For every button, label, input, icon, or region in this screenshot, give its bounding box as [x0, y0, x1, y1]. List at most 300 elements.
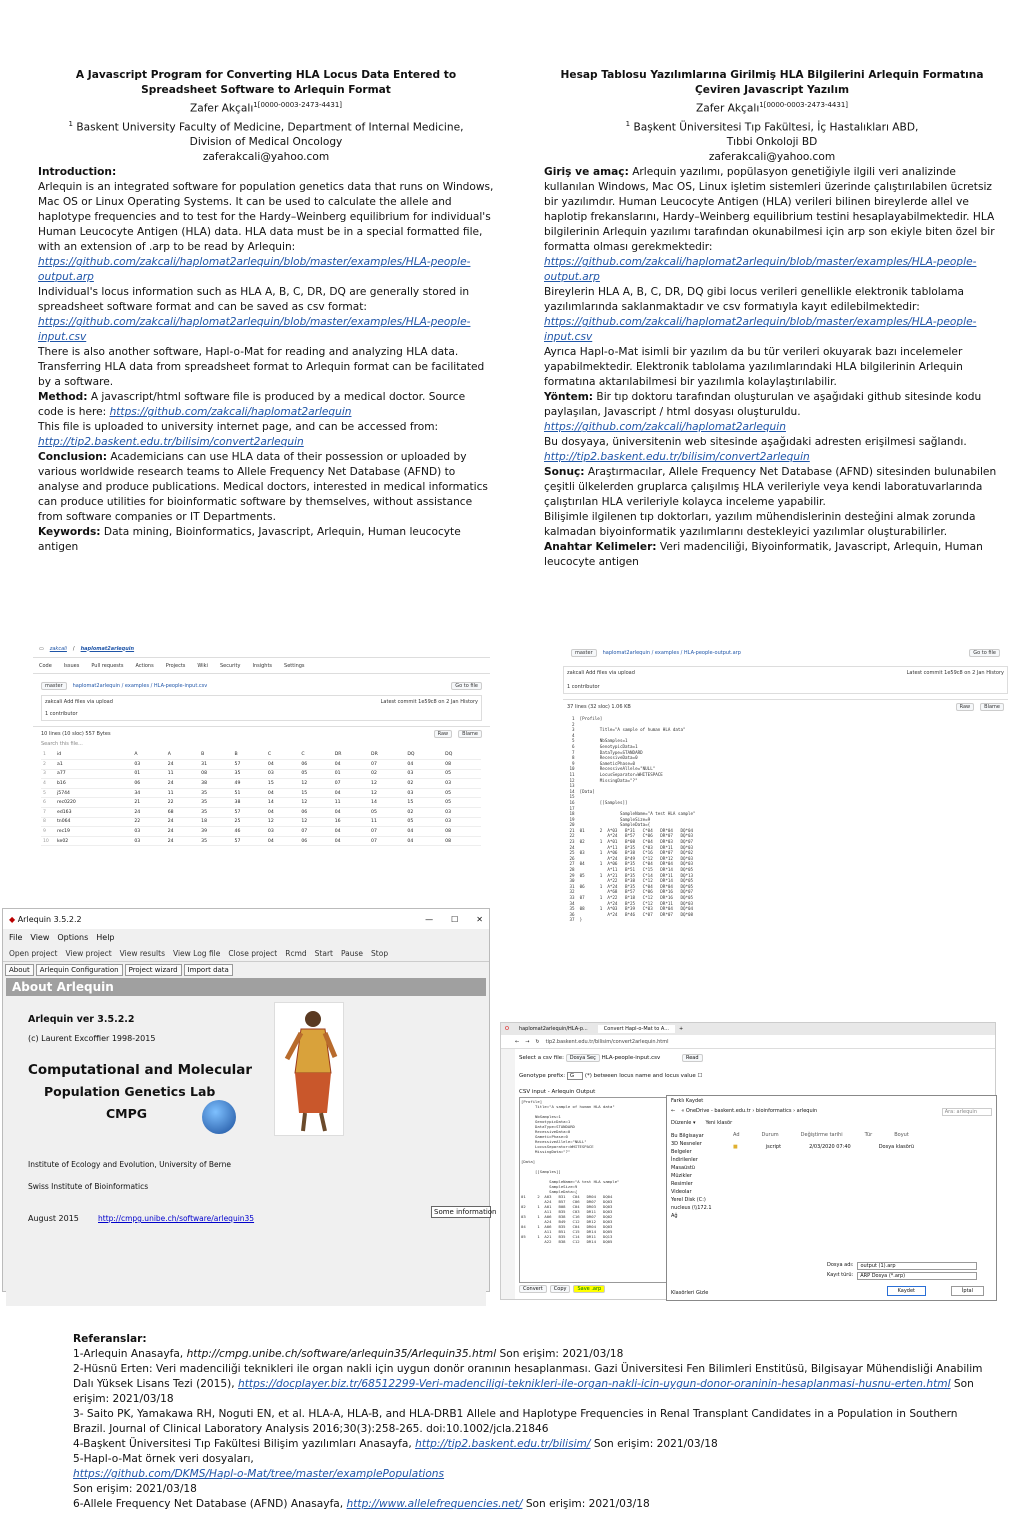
table-cell: 57: [233, 808, 266, 818]
dlg-name-input[interactable]: output (1).arp: [857, 1262, 977, 1270]
tr-source-link[interactable]: https://github.com/zakcali/haplomat2arlequin: [544, 421, 786, 434]
chosen-file: HLA-people-input.csv: [601, 1055, 661, 1061]
toolbar-start[interactable]: Start: [314, 949, 333, 958]
table-cell: 04: [333, 827, 369, 837]
sonuc-text: Araştırmacılar, Allele Frequency Net Database (AFND) sitesinden bulunabilen çeşitli ülkelerden gruplarca çalışılmış HLA verileriyle veya kendi laboratuvarlarında çalıştırılan HLA verileriyle kolayca inceleme yapabilir.: [544, 466, 997, 509]
arp-code: 1 [Profile] 2 3 Title="A sample of human HLA data" 4 5 NbSamples=1 6 GenotypicData=1 7 DataType=STANDARD 8 RecessiveData=0 9 GameticPhase=0 10 RecessiveAllele="NULL" 11 LocusSeparator=WHITESPACE 12 MissingData="?" 13 14 [Data] 15 16 [[Samples]] 17 18 SampleName="A test HLA sample" 19 SampleSize=9 20 SampleData={ 21 01 2 A*03 B*31 C*04 DR*04 DQ*04 22 A*24 B*57 C*06 DR*07 DQ*03 23 02 1 A*01 B*08 C*04 DR*03 DQ*07 24 A*11 B*35 C*03 DR*11 DQ*03 25 03 1 A*06 B*38 C*16 DR*07 DQ*02 26 A*24 B*49 C*12 DR*12 DQ*03 27 04 1 A*06 B*35 C*04 DR*04 DQ*03 28 A*11 B*51 C*15 DR*14 DQ*05 29 05 1 A*21 B*35 C*14 DR*11 DQ*13 30 A*22 B*38 C*12 DR*14 DQ*05 31 06 1 A*24 B*35 C*04 DR*04 DQ*05 32 A*68 B*57 C*06 DR*16 DQ*07 33 07 1 A*22 B*18 C*12 DR*16 DQ*05 34 A*24 B*25 C*12 DR*11 DQ*03 35 08 1 A*03 B*39 C*03 DR*04 DQ*04 36 A*24 B*46 C*07 DR*07 DQ*08 37 }: [569, 716, 696, 923]
repo-tab-code[interactable]: Code: [39, 662, 52, 669]
table-row: [41, 817, 481, 827]
table-row: [41, 808, 481, 818]
table-cell: 16: [333, 817, 369, 827]
dlg-cancel-button[interactable]: İptal: [951, 1286, 984, 1296]
menu-help[interactable]: Help: [96, 933, 115, 942]
web-link[interactable]: http://tip2.baskent.edu.tr/bilisim/convert2arlequin: [38, 436, 304, 449]
table-cell: 06: [299, 836, 332, 846]
haplomat-paragraph: There is also another software, Hapl-o-Mat for reading and analyzing HLA data. Transferring HLA data from spreadsheet format to Arlequin format can be facilitated by a software.: [38, 346, 485, 389]
toolbar-close-project[interactable]: Close project: [228, 949, 278, 958]
table-cell: 05: [405, 817, 443, 827]
table-cell: tn064: [55, 817, 132, 827]
turkish-header: [544, 68, 1000, 165]
repo-icon: ▭: [39, 645, 44, 652]
table-cell: 3: [41, 769, 55, 779]
table-cell: 35: [199, 788, 232, 798]
arlequin-window-title: Arlequin 3.5.2.2: [17, 914, 82, 924]
about-header: About Arlequin: [6, 978, 486, 996]
turkish-affiliation-2: Tıbbi Onkoloji BD: [726, 136, 818, 149]
browser-tabbar: [501, 1023, 995, 1035]
table-cell: 05: [443, 798, 481, 808]
ref6-link[interactable]: http://www.allelefrequencies.net/: [346, 1498, 523, 1510]
save-arp-button[interactable]: Save .arp: [573, 1285, 605, 1293]
table-cell: 06: [299, 760, 332, 770]
tr-arp-link[interactable]: https://github.com/zakcali/haplomat2arlequin/blob/master/examples/HLA-people-output.arp: [544, 256, 977, 284]
dlg-column-header[interactable]: Boyut: [894, 1132, 909, 1138]
blame-button[interactable]: Blame: [458, 730, 482, 738]
repo-tab-projects[interactable]: Projects: [165, 662, 186, 669]
table-row: [41, 827, 481, 837]
toolbar-view-results[interactable]: View results: [119, 949, 165, 958]
arlequin-tabs: [3, 962, 489, 978]
yontem-label: Yöntem:: [544, 391, 594, 404]
table-cell: 04: [333, 788, 369, 798]
references-heading: Referanslar:: [73, 1333, 147, 1345]
table-row: [41, 798, 481, 808]
dlg-type-label: Kayıt türü:: [827, 1272, 854, 1278]
table-cell: 35: [199, 836, 232, 846]
dlg-search[interactable]: Ara: arlequin: [942, 1108, 992, 1116]
browser-sidebar: [501, 1049, 515, 1299]
reference-5-access: Son erişim: 2021/03/18: [73, 1483, 197, 1495]
repo-tab-pull-requests[interactable]: Pull requests: [91, 662, 124, 669]
arlequin-url[interactable]: http://cmpg.unibe.ch/software/arlequin35: [98, 1214, 255, 1223]
table-cell: 04: [405, 836, 443, 846]
some-information-button[interactable]: Some information: [431, 1206, 491, 1218]
toolbar-pause[interactable]: Pause: [340, 949, 364, 958]
method-label: Method:: [38, 391, 88, 404]
table-cell: B: [233, 750, 266, 760]
menu-view[interactable]: View: [30, 933, 50, 942]
giris-label: Giriş ve amaç:: [544, 166, 629, 179]
action-buttons: [519, 1285, 605, 1293]
commit-box: [41, 695, 482, 721]
table-cell: 1: [41, 750, 55, 760]
dlg-type-row: [827, 1272, 977, 1280]
table-cell: 11: [333, 798, 369, 808]
dlg-column-header[interactable]: Ad: [733, 1132, 740, 1138]
table-row: [41, 750, 481, 760]
table-cell: 03: [443, 808, 481, 818]
reference-2: 2-Hüsnü Erten: Veri madenciliği teknikleri ile organ nakli için uygun donör oranının hesaplanması. Gazi Üniversitesi Fen Bilimleri Enstitüsü, Bilgisayar Mühendisliği Anabilim Dalı Yüksek Lisans Tezi (2015), https://docplayer.biz.tr/68512299-Veri-madenciligi-teknikleri-ile-organ-nakli-icin-uygun-donor-oraninin-hesaplanmasi-husnu-erten.html Son erişim: 2021/03/18: [73, 1363, 983, 1405]
folder-icon: ■: [733, 1144, 738, 1150]
save-dialog-pathrow: [667, 1106, 996, 1118]
dlg-nav-item[interactable]: Ağ: [671, 1213, 678, 1219]
table-cell: 8: [41, 817, 55, 827]
table-cell: 04: [266, 788, 299, 798]
dlg-hide-folders[interactable]: Klasörleri Gizle: [671, 1290, 709, 1296]
dlg-nav-item[interactable]: Yerel Disk (C:): [671, 1197, 706, 1203]
table-cell: 02: [369, 769, 405, 779]
prefix-label: Genotype prefix:: [519, 1073, 566, 1079]
table-cell: 35: [199, 798, 232, 808]
arp-contributors: 1 contributor: [567, 684, 600, 690]
ref5-link[interactable]: https://github.com/DKMS/Hapl-o-Mat/tree/master/examplePopulations: [73, 1468, 445, 1480]
repo-tabs: [33, 658, 490, 674]
arp-commit-message: zakcali Add files via upload: [567, 670, 635, 676]
repo-header: ▭ zakcali / haplomat2arlequin: [33, 640, 490, 658]
ref4-link[interactable]: http://tip2.baskent.edu.tr/bilisim/: [415, 1438, 591, 1450]
table-cell: 04: [266, 808, 299, 818]
table-cell: B: [199, 750, 232, 760]
table-cell: 15: [299, 788, 332, 798]
table-cell: 02: [405, 808, 443, 818]
repo-tab-issues[interactable]: Issues: [63, 662, 80, 669]
table-cell: 15: [266, 779, 299, 789]
arp-branch-selector[interactable]: master: [571, 649, 597, 657]
select-csv-label: Select a csv file:: [519, 1055, 564, 1061]
turkish-email: zaferakcali@yahoo.com: [708, 151, 836, 164]
dlg-nav-item[interactable]: Masaüstü: [671, 1165, 695, 1171]
table-cell: DQ: [405, 750, 443, 760]
table-cell: 03: [405, 769, 443, 779]
table-cell: 51: [233, 788, 266, 798]
table-cell: 03: [443, 779, 481, 789]
english-affiliation-2: Division of Medical Oncology: [189, 136, 343, 149]
copy-button[interactable]: Copy: [550, 1285, 571, 1293]
dlg-nav-item[interactable]: Resimler: [671, 1181, 693, 1187]
read-button[interactable]: Read: [682, 1054, 703, 1062]
browser-screenshot: [500, 1022, 996, 1300]
ref1-link[interactable]: http://cmpg.unibe.ch/software/arlequin35/Arlequin35.html: [186, 1348, 497, 1360]
table-cell: 24: [166, 760, 199, 770]
arlequin-app-icon: ◆: [9, 914, 16, 924]
toolbar-stop[interactable]: Stop: [371, 949, 389, 958]
table-cell: 07: [369, 760, 405, 770]
history-link[interactable]: History: [460, 699, 478, 705]
repo-tab-wiki[interactable]: Wiki: [197, 662, 208, 669]
file-path: haplomat2arlequin / examples / HLA-people-input.csv: [72, 683, 208, 689]
browser-tab-1[interactable]: haplomat2arlequin/HLA-p...: [518, 1026, 588, 1032]
table-cell: 06: [132, 779, 165, 789]
table-cell: 05: [443, 788, 481, 798]
csv-table: [41, 750, 481, 846]
table-cell: A: [132, 750, 165, 760]
dlg-save-button[interactable]: Kaydet: [887, 1286, 926, 1296]
sonuc-label: Sonuç:: [544, 466, 585, 479]
table-row: [41, 788, 481, 798]
dlg-organize[interactable]: Düzenle ▾: [671, 1120, 696, 1126]
table-cell: C: [299, 750, 332, 760]
choose-file-button[interactable]: Dosya Seç: [566, 1054, 600, 1062]
table-cell: 11: [369, 817, 405, 827]
table-row: [41, 836, 481, 846]
turkish-author: Zafer Akçalı$^{1[0000-0003-2473-4431]}$: [695, 101, 849, 115]
table-cell: 18: [199, 817, 232, 827]
table-cell: DR: [333, 750, 369, 760]
keywords-text: Data mining, Bioinformatics, Javascript, Arlequin, Human leucocyte antigen: [38, 526, 461, 554]
minimize-icon[interactable]: —: [425, 914, 434, 924]
table-cell: 01: [132, 769, 165, 779]
address-row: [501, 1035, 995, 1049]
tab-arlequin-configuration[interactable]: Arlequin Configuration: [36, 964, 123, 976]
arp-file-path: haplomat2arlequin / examples / HLA-people-output.arp: [602, 650, 741, 656]
references: [73, 1332, 993, 1512]
institute-2: Swiss Institute of Bioinformatics: [28, 1182, 149, 1191]
dlg-column-header[interactable]: Tür: [864, 1132, 873, 1138]
source-link[interactable]: https://github.com/zakcali/haplomat2arlequin: [109, 406, 352, 419]
dlg-nav-item[interactable]: Bu Bilgisayar: [671, 1133, 704, 1139]
dlg-nav-item[interactable]: nucleus (\\172.1: [671, 1205, 712, 1211]
close-icon[interactable]: ✕: [476, 914, 483, 924]
toolbar-rcmd[interactable]: Rcmd: [285, 949, 307, 958]
toolbar-view-project[interactable]: View project: [65, 949, 112, 958]
ref2-link[interactable]: https://docplayer.biz.tr/68512299-Veri-madenciligi-teknikleri-ile-organ-nakli-icin-uygun-donor-oraninin-hesaplanmasi-husnu-erten.html: [238, 1378, 951, 1390]
intro-text: Arlequin is an integrated software for population genetics data that runs on Windows, Mac OS or Linux Operating Systems. It can be used to calculate the allele and haplotype frequencies and to test for the Hardy–Weinberg equilibrium for individual's Human Leucocyte Antigen (HLA) data. HLA data must be in a special formatted file, with an extension of .arp to be read by Arlequin:: [38, 181, 494, 254]
tr-csv-link[interactable]: https://github.com/zakcali/haplomat2arlequin/blob/master/examples/HLA-people-input.csv: [544, 316, 977, 344]
table-cell: 57: [233, 760, 266, 770]
tr-haplomat-paragraph: Ayrıca Hapl-o-Mat isimli bir yazılım da bu tür verileri okuyarak bazı incelemeler yapabilmektedir. Elektronik tablolama yazılımlarındaki HLA bilgilerinin Arlequin formatına aktarılabilmesi bir yazılımla kolaylaştırılabilir.: [544, 346, 963, 389]
address-bar[interactable]: tip2.baskent.edu.tr/bilisim/convert2arlequin.html: [545, 1038, 669, 1045]
menu-file[interactable]: File: [9, 933, 23, 942]
convert-button[interactable]: Convert: [519, 1285, 547, 1293]
table-cell: 12: [299, 779, 332, 789]
table-cell: ke02: [55, 836, 132, 846]
arlequin-copyright: (c) Laurent Excoffier 1998-2015: [28, 1034, 156, 1043]
file-search[interactable]: Search this file...: [41, 741, 83, 747]
dlg-back-icon[interactable]: ←: [671, 1108, 676, 1114]
table-cell: 5: [41, 788, 55, 798]
arlequin-menubar: [3, 929, 489, 946]
table-cell: 12: [369, 779, 405, 789]
arp-history-link[interactable]: History: [986, 670, 1004, 676]
output-textarea[interactable]: [Profile] Title="A sample of human HLA data" NbSamples=1 GenotypicData=1 DataType=STANDARD RecessiveData=0 GameticPhase=0 RecessiveAllele="NULL" LocusSeparator=WHITESPACE MissingData="?" [Data] [[Samples]] SampleName="A test HLA sample" SampleSize=9 SampleData={ 01 2 A03 B31 C04 DR04 DQ04 A24 B57 C06 DR07 DQ03 02 1 A01 B08 C04 DR03 DQ03 A11 B35 C03 DR11 DQ03 03 1 A06 B38 C16 DR07 DQ02 A24 B49 C12 DR12 DQ03 04 1 A06 B35 C04 DR04 DQ03 A11 B51 C15 DR14 DQ05 05 1 A21 B35 C14 DR11 DQ13 A22 B38 C12 DR14 DQ05: [519, 1097, 667, 1283]
table-cell: 68: [166, 808, 199, 818]
repo-tab-settings[interactable]: Settings: [284, 662, 305, 669]
table-cell: DR: [369, 750, 405, 760]
dlg-nav-item[interactable]: Belgeler: [671, 1149, 692, 1155]
table-cell: b16: [55, 779, 132, 789]
table-cell: 38: [233, 798, 266, 808]
giris-text: Arlequin yazılımı, popülasyon genetiğiyle ilgili veri analizinde kullanılan Windows, Mac OS, Linux işletim sistemleri üzerinde çalıştırılabilen ücretsiz bir yazılımdır. Human Leucocyte Antigen (HLA) verileri bilinen bireylerde allel ve haplotip frekanslarını, Hardy–Weinberg equilibrium testini hesaplayabilmektedir. HLA bilgilerinin Arlequin yazılımı tarafından okunabilmesi için arp son ekiyle biten özel bir formatta olması gerekmektedir:: [544, 166, 995, 254]
dlg-nav-item[interactable]: Müzikler: [671, 1173, 692, 1179]
table-cell: 49: [233, 779, 266, 789]
file-info: 10 lines (10 sloc) 557 Bytes: [41, 731, 111, 737]
table-cell: 22: [166, 798, 199, 808]
table-cell: rec19: [55, 827, 132, 837]
tr-web-link[interactable]: http://tip2.baskent.edu.tr/bilisim/convert2arlequin: [544, 451, 810, 464]
browser-tab-2[interactable]: Convert Hapl-o-Mat to A...: [598, 1025, 675, 1033]
lab-name-2: Population Genetics Lab: [44, 1084, 216, 1099]
table-cell: 12: [266, 817, 299, 827]
arp-raw-button[interactable]: Raw: [956, 703, 975, 711]
file-path-row: [33, 682, 490, 690]
dlg-nav-item[interactable]: İndirilenler: [671, 1157, 698, 1163]
repo-name[interactable]: haplomat2arlequin: [80, 645, 135, 652]
table-cell: A: [166, 750, 199, 760]
harlequin-image: [274, 1002, 344, 1136]
dlg-filename-row: [827, 1262, 977, 1270]
table-cell: 04: [405, 760, 443, 770]
arlequin-date: August 2015: [28, 1214, 79, 1223]
dlg-columns: [733, 1132, 994, 1138]
table-cell: 06: [299, 808, 332, 818]
tab-about[interactable]: About: [5, 964, 34, 976]
table-cell: j5744: [55, 788, 132, 798]
table-cell: DQ: [443, 750, 481, 760]
contributors: 1 contributor: [45, 711, 78, 717]
reference-1: 1-Arlequin Anasayfa, http://cmpg.unibe.ch/software/arlequin35/Arlequin35.html Son erişim: 2021/03/18: [73, 1348, 624, 1360]
conclusion-text: Academicians can use HLA data of their possession or uploaded by various worldwide research teams to Allele Frequency Net Database (AFND) to analyse and produce publications. Medical doctors, interested in medical informatics can produce utilities for bioinformatic software by themselves, without assistance from software companies or IT Departments.: [38, 451, 488, 524]
turkish-abstract: [544, 68, 1000, 570]
table-cell: a77: [55, 769, 132, 779]
table-cell: 07: [369, 827, 405, 837]
table-cell: 15: [405, 798, 443, 808]
english-affiliation: $^1$ Baskent University Faculty of Medicine, Department of Internal Medicine,: [68, 119, 464, 134]
table-cell: 07: [369, 836, 405, 846]
dlg-toolbar: [667, 1118, 996, 1128]
raw-button[interactable]: Raw: [434, 730, 453, 738]
dlg-column-header[interactable]: Değiştirme tarihi: [800, 1132, 843, 1138]
table-row: [41, 760, 481, 770]
table-cell: 05: [369, 808, 405, 818]
table-cell: 6: [41, 798, 55, 808]
table-cell: 24: [166, 779, 199, 789]
table-cell: 03: [405, 788, 443, 798]
reference-3: 3- Saito PK, Yamakawa RH, Noguti EN, et al. HLA-A, HLA-B, and HLA-DRB1 Allele and Haplotype Frequencies in Renal Transplant Candidates in a Population in Southern Brazil. Journal of Clinical Laboratory Analysis 2016;30(3):258-265. doi:10.1002/jcla.21846: [73, 1408, 958, 1435]
reload-icon[interactable]: ↻: [535, 1038, 540, 1045]
reference-4: 4-Başkent Üniversitesi Tıp Fakültesi Bilişim yazılımları Anasayfa, http://tip2.baskent.edu.tr/bilisim/ Son erişim: 2021/03/18: [73, 1438, 718, 1450]
table-cell: 14: [266, 798, 299, 808]
table-cell: 03: [266, 769, 299, 779]
table-cell: 38: [199, 779, 232, 789]
arp-link[interactable]: https://github.com/zakcali/haplomat2arlequin/blob/master/examples/HLA-people-output.arp: [38, 256, 471, 284]
table-cell: 35: [199, 808, 232, 818]
table-cell: 04: [266, 836, 299, 846]
table-cell: 05: [443, 769, 481, 779]
between-checkbox[interactable]: ☐: [697, 1073, 703, 1079]
table-cell: 10: [41, 836, 55, 846]
repo-tab-security[interactable]: Security: [219, 662, 241, 669]
table-cell: C: [266, 750, 299, 760]
branch-selector[interactable]: master: [41, 682, 67, 690]
table-cell: 04: [333, 760, 369, 770]
toolbar-view-log-file[interactable]: View Log file: [172, 949, 221, 958]
english-author: Zafer Akçalı$^{1[0000-0003-2473-4431]}$: [189, 101, 343, 115]
csv-link[interactable]: https://github.com/zakcali/haplomat2arlequin/blob/master/examples/HLA-people-input.csv: [38, 316, 471, 344]
menu-options[interactable]: Options: [57, 933, 89, 942]
arp-blame-button[interactable]: Blame: [980, 703, 1004, 711]
table-cell: 46: [233, 827, 266, 837]
dlg-type-select[interactable]: ARP Dosya (*.arp): [857, 1272, 977, 1280]
turkish-affiliation: $^1$ Başkent Üniversitesi Tıp Fakültesi, İç Hastalıkları ABD,: [625, 119, 919, 134]
repo-tab-insights[interactable]: Insights: [252, 662, 273, 669]
table-cell: 35: [233, 769, 266, 779]
table-cell: 12: [299, 817, 332, 827]
table-cell: 24: [166, 827, 199, 837]
arlequin-toolbar: [3, 946, 489, 962]
goto-file-button[interactable]: Go to file: [451, 682, 482, 690]
arp-commit-meta: Latest commit 1e59c8 on 2 Jan: [906, 670, 985, 676]
table-cell: rec0220: [55, 798, 132, 808]
commit-message: zakcali Add files via upload: [45, 699, 113, 705]
dlg-nav-item[interactable]: Videolar: [671, 1189, 692, 1195]
table-cell: 08: [199, 769, 232, 779]
table-cell: 03: [132, 836, 165, 846]
lab-acronym: CMPG: [106, 1106, 148, 1121]
table-cell: 03: [266, 827, 299, 837]
table-cell: 11: [166, 788, 199, 798]
table-cell: 03: [132, 827, 165, 837]
save-dialog: [666, 1095, 997, 1301]
maximize-icon[interactable]: ☐: [451, 914, 459, 924]
back-icon[interactable]: ←: [515, 1038, 520, 1045]
repo-tab-actions[interactable]: Actions: [135, 662, 154, 669]
table-cell: 12: [299, 798, 332, 808]
tab-import-data[interactable]: Import data: [184, 964, 233, 976]
dlg-new-folder[interactable]: Yeni klasör: [705, 1120, 733, 1126]
table-cell: ed163: [55, 808, 132, 818]
table-cell: 9: [41, 827, 55, 837]
file-info-row: [33, 726, 490, 738]
dlg-name-label: Dosya adı:: [827, 1262, 854, 1268]
save-dialog-title: Farklı Kaydet: [671, 1098, 704, 1104]
dlg-file-row[interactable]: [733, 1144, 994, 1150]
dlg-path[interactable]: « OneDrive - baskent.edu.tr › bioinformatics › arlequin: [681, 1108, 818, 1114]
between-label: (*) between locus name and locus value: [584, 1073, 696, 1079]
table-cell: 04: [266, 760, 299, 770]
table-cell: 31: [199, 760, 232, 770]
windows-logo-icon: [202, 1100, 236, 1134]
table-cell: 03: [443, 817, 481, 827]
yontem-text: Bir tıp doktoru tarafından oluşturulan ve aşağıdaki github sitesinde kodu paylaşılan, Javascript / html dosyası oluşturuldu.: [544, 391, 982, 419]
table-cell: 4: [41, 779, 55, 789]
table-cell: 21: [132, 798, 165, 808]
table-cell: 08: [443, 827, 481, 837]
table-cell: 04: [405, 827, 443, 837]
github-csv-screenshot: [33, 640, 490, 892]
tab-project-wizard[interactable]: Project wizard: [125, 964, 182, 976]
dlg-file-type: Dosya klasörü: [878, 1144, 915, 1150]
table-cell: 24: [166, 836, 199, 846]
table-cell: 07: [333, 779, 369, 789]
arp-path-row: [563, 645, 1008, 661]
intro-label: Introduction:: [38, 166, 117, 179]
dlg-nav-item[interactable]: 3D Nesneler: [671, 1141, 702, 1147]
table-cell: 05: [299, 769, 332, 779]
table-cell: 2: [41, 760, 55, 770]
table-cell: 24: [132, 808, 165, 818]
repo-owner[interactable]: zakcali: [49, 645, 67, 652]
conclusion-label: Conclusion:: [38, 451, 108, 464]
prefix-input[interactable]: G: [567, 1072, 583, 1080]
new-tab-icon[interactable]: +: [679, 1026, 684, 1032]
institute-1: Institute of Ecology and Evolution, University of Berne: [28, 1160, 231, 1169]
upload-paragraph: This file is uploaded to university internet page, and can be accessed from:: [38, 421, 439, 434]
table-cell: 25: [233, 817, 266, 827]
toolbar-open-project[interactable]: Open project: [9, 949, 58, 958]
table-cell: 04: [333, 808, 369, 818]
forward-icon[interactable]: →: [525, 1038, 530, 1045]
tr-keywords-text: Veri madenciliği, Biyoinformatik, Javascript, Arlequin, Human leucocyte antigen: [544, 541, 983, 569]
tr-upload-paragraph: Bu dosyaya, üniversitenin web sitesinde aşağıdaki adresten erişilmesi sağlandı.: [544, 436, 967, 449]
tr-final-paragraph: Bilişimle ilgilenen tıp doktorları, yazılım mühendislerinin desteğini almak zorunda kalmadan biyoinformatik yazılımlarını destekleyici yazılımlar oluşturabilirler.: [544, 511, 976, 539]
table-cell: 12: [369, 788, 405, 798]
table-cell: a1: [55, 760, 132, 770]
arlequin-titlebar: [3, 909, 489, 929]
arp-goto-file-button[interactable]: Go to file: [969, 649, 1000, 657]
dlg-column-header[interactable]: Durum: [761, 1132, 779, 1138]
english-header: [38, 68, 494, 165]
english-abstract: [38, 68, 494, 555]
